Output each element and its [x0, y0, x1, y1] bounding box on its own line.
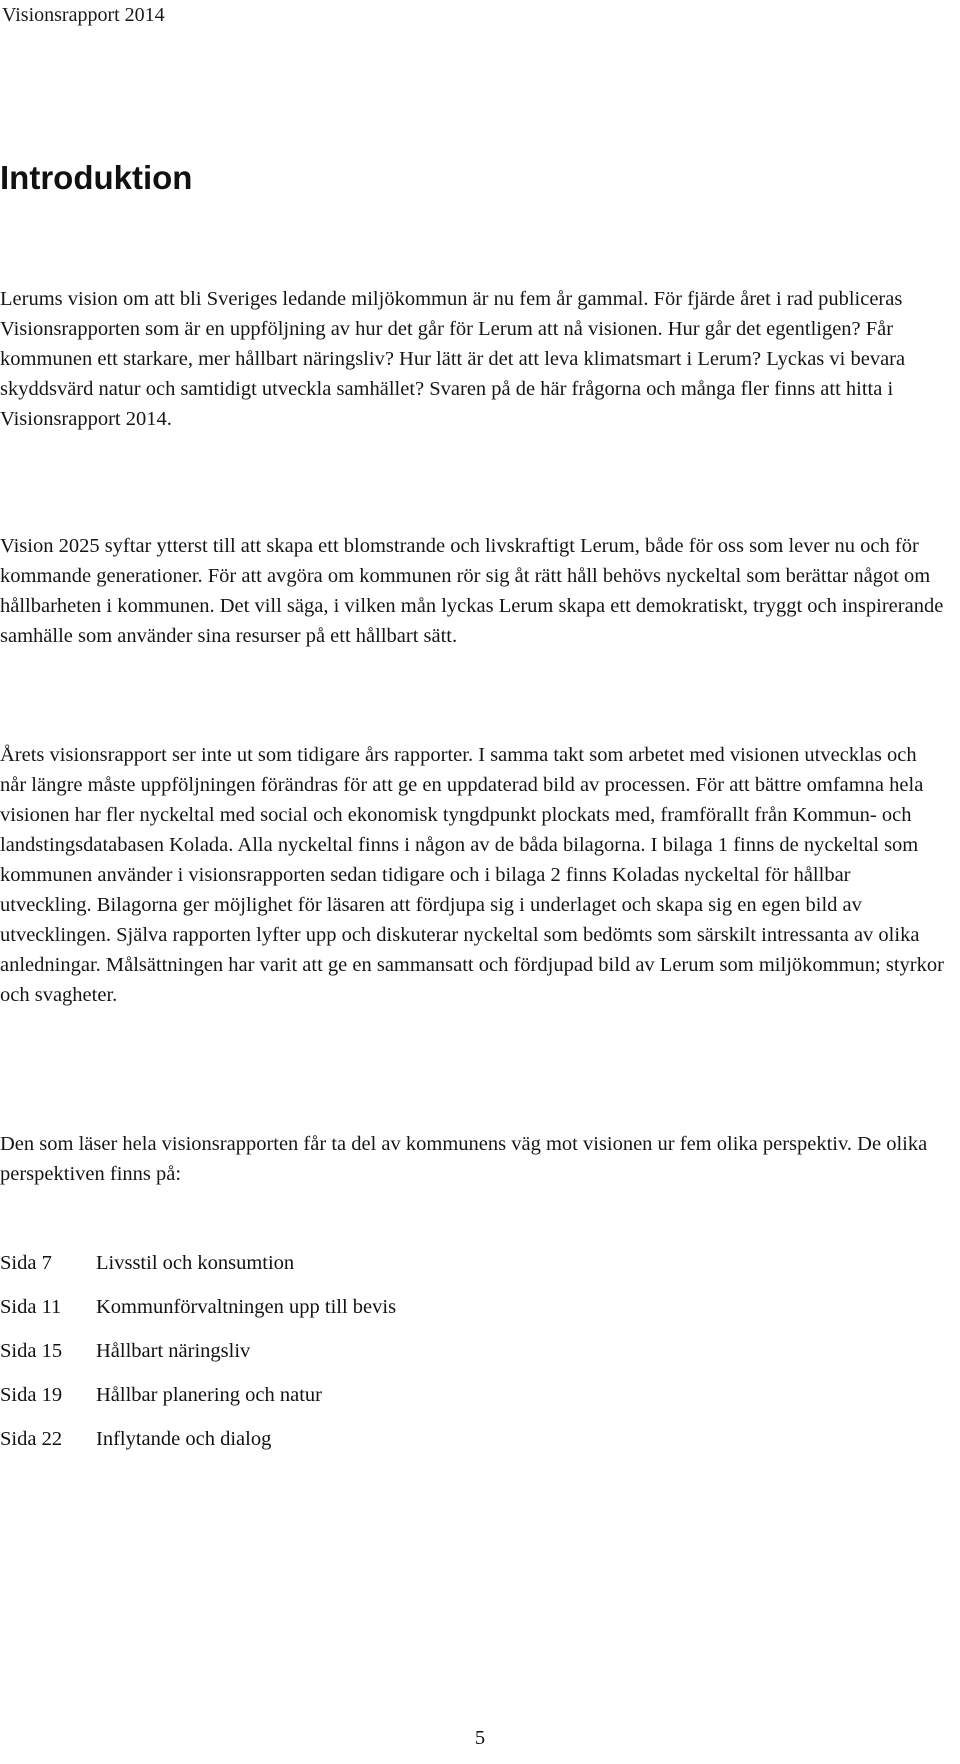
toc-page-ref: Sida 19: [0, 1384, 63, 1406]
intro-paragraph-2: Vision 2025 syftar ytterst till att skapa ett blomstrande och livskraftigt Lerum, både för oss som lever nu och för kommande generationer. För att avgöra om kommunen rör sig åt rätt håll behövs nyckeltal som berättar något om hållbarheten i kommunen. Det vill säga, i vilken mån lyckas Lerum skapa ett demokratiskt, tryggt och inspirerande samhälle som använder sina resurser på ett hållbart sätt.: [0, 535, 944, 647]
toc-title: Inflytande och dialog: [96, 1428, 272, 1450]
intro-paragraph-4: Den som läser hela visionsrapporten får ta del av kommunens väg mot visionen ur fem olika perspektiv. De olika perspektiven finns på:: [0, 1133, 928, 1185]
perspective-list: [0, 1248, 396, 1468]
running-header: Visionsrapport 2014: [2, 4, 165, 26]
list-item: [0, 1248, 396, 1292]
list-item: [0, 1292, 396, 1336]
page-title: Introduktion: [0, 159, 193, 196]
toc-page-ref: Sida 15: [0, 1340, 63, 1362]
toc-title: Hållbar planering och natur: [96, 1384, 322, 1406]
list-item: [0, 1380, 396, 1424]
intro-paragraph-1: Lerums vision om att bli Sveriges ledande miljökommun är nu fem år gammal. För fjärde året i rad publiceras Visionsrapporten som är en uppföljning av hur det går för Lerum att nå visionen. Hur går det egentligen? Får kommunen ett starkare, mer hållbart näringsliv? Hur lätt är det att leva klimatsmart i Lerum? Lyckas vi bevara skyddsvärd natur och samtidigt utveckla samhället? Svaren på de här frågorna och många fler finns att hitta i Visionsrapport 2014.: [0, 288, 906, 430]
toc-title: Hållbart näringsliv: [96, 1340, 251, 1362]
toc-page-ref: Sida 11: [0, 1296, 62, 1318]
toc-page-ref: Sida 22: [0, 1428, 63, 1450]
toc-title: Livsstil och konsumtion: [96, 1252, 295, 1274]
list-item: [0, 1424, 396, 1468]
list-item: [0, 1336, 396, 1380]
intro-paragraph-3: Årets visionsrapport ser inte ut som tidigare års rapporter. I samma takt som arbetet med visionen utvecklas och når längre måste uppföljningen förändras för att ge en uppdaterad bild av processen. För att bättre omfamna hela visionen har fler nyckeltal med social och ekonomisk tyngdpunkt plockats med, framförallt från Kommun- och landstingsdatabasen Kolada. Alla nyckeltal finns i någon av de båda bilagorna. I bilaga 1 finns de nyckeltal som kommunen använder i visionsrapporten sedan tidigare och i bilaga 2 finns Koladas nyckeltal för hållbar utveckling. Bilagorna ger möjlighet för läsaren att fördjupa sig i underlaget och skapa sig en egen bild av utvecklingen. Själva rapporten lyfter upp och diskuterar nyckeltal som bedömts som särskilt intressanta av olika anledningar. Målsättningen har varit att ge en sammansatt och fördjupad bild av Lerum som miljökommun; styrkor och svagheter.: [0, 744, 944, 1006]
page-number: 5: [474, 1727, 486, 1749]
toc-title: Kommunförvaltningen upp till bevis: [96, 1296, 397, 1318]
toc-page-ref: Sida 7: [0, 1252, 52, 1274]
